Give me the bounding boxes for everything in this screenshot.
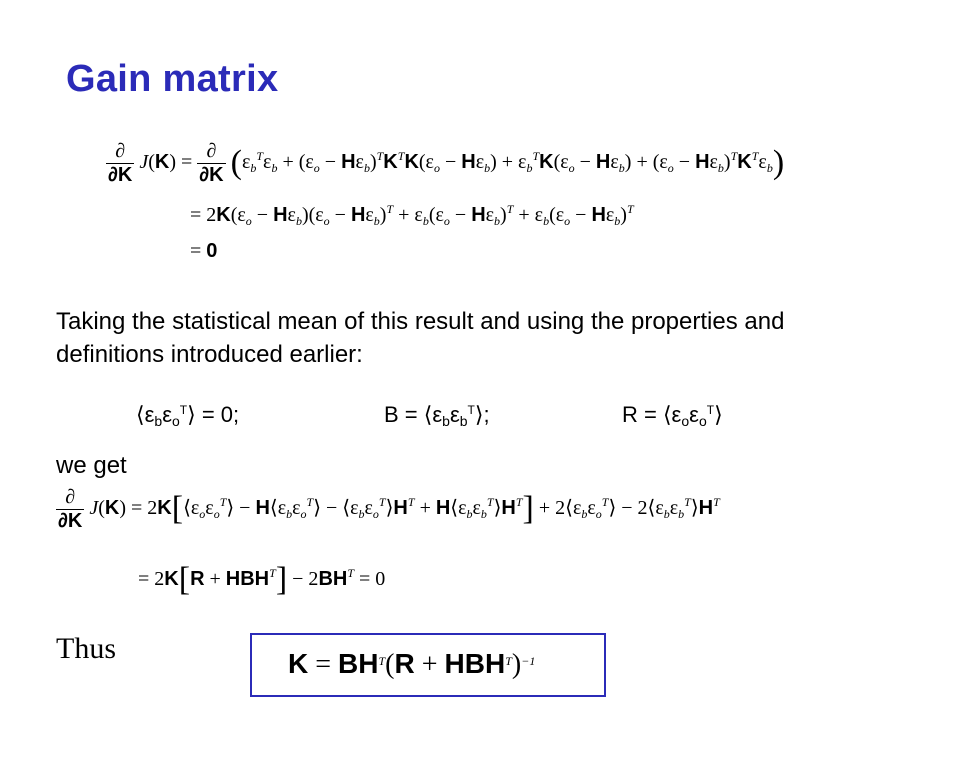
intro-text-line1: Taking the statistical mean of this result and using the properties and [56, 308, 785, 335]
def1-lhs: ⟨ε [136, 402, 155, 427]
derivative-equation-line3: = 0 [190, 240, 218, 262]
thus-text: Thus [56, 632, 116, 665]
we-get-text: we get [56, 452, 127, 479]
definition-B: $B = ⟨\varepsilon_b\varepsilon_b^T⟩$; [384, 402, 490, 429]
def2-lhs: B = ⟨ε [384, 402, 443, 427]
definition-R: $R = ⟨\varepsilon_o\varepsilon_o^T⟩$ [622, 402, 723, 429]
derivative-equation-line1: $\frac{\partial}{\partial K}$ J(K) = $\frac{\partial}{\partial K}$ $(\varepsilon_b^T\varepsilon_b + (\varepsilon_o - H\varepsilon_b)^TK^TK(\varepsilon_o - H\varepsilon_b) + \varepsilon_b^TK(\varepsilon_o - H\varepsilon_b) + (\varepsilon_o - H\varepsilon_b)^TK^T\varepsilon_b)$ [108, 140, 785, 186]
partial-fraction-2: $\frac{\partial}{\partial K}$ [199, 140, 224, 186]
def3-lhs: R = ⟨ε [622, 402, 682, 427]
def2-rhs: ; [483, 402, 490, 427]
definition-uncorrelated: $⟨\varepsilon_b\varepsilon_o^T⟩ = 0$; [136, 402, 240, 429]
slide-title: Gain matrix [66, 58, 279, 100]
intro-text-line2: definitions introduced earlier: [56, 341, 363, 368]
derivative-equation-line2: = $2K(\varepsilon_o - H\varepsilon_b)(\varepsilon_o - H\varepsilon_b)^T + \varepsilon_b(\varepsilon_o - H\varepsilon_b)^T + \varepsilon_b(\varepsilon_o - H\varepsilon_b)^T$ [190, 202, 634, 228]
partial-fraction-3: $\frac{\partial}{\partial K}$ [58, 486, 83, 532]
def1-rhs: = 0; [195, 402, 240, 427]
expected-equation-line2: = $2K[R + HBH^T] - 2BH^T = 0$ [138, 561, 386, 598]
gain-matrix-result: $K = BH^T(R + HBH^T)^{-1}$ [288, 648, 536, 680]
expected-equation-line1: $\frac{\partial}{\partial K}$ $J(K) = 2K[⟨\varepsilon_o\varepsilon_o^T⟩$ − $H⟨\varepsilon_b\varepsilon_o^T⟩$ − $⟨\varepsilon_b\varepsilon_o^T⟩H^T$ + $H⟨\varepsilon_b\varepsilon_b^T⟩H^T$] + $2⟨\varepsilon_b\varepsilon_o^T⟩$ − $2⟨\varepsilon_b\varepsilon_b^T⟩H^T$ [58, 486, 720, 532]
partial-fraction: $\frac{\partial}{\partial K}$ [108, 140, 133, 186]
